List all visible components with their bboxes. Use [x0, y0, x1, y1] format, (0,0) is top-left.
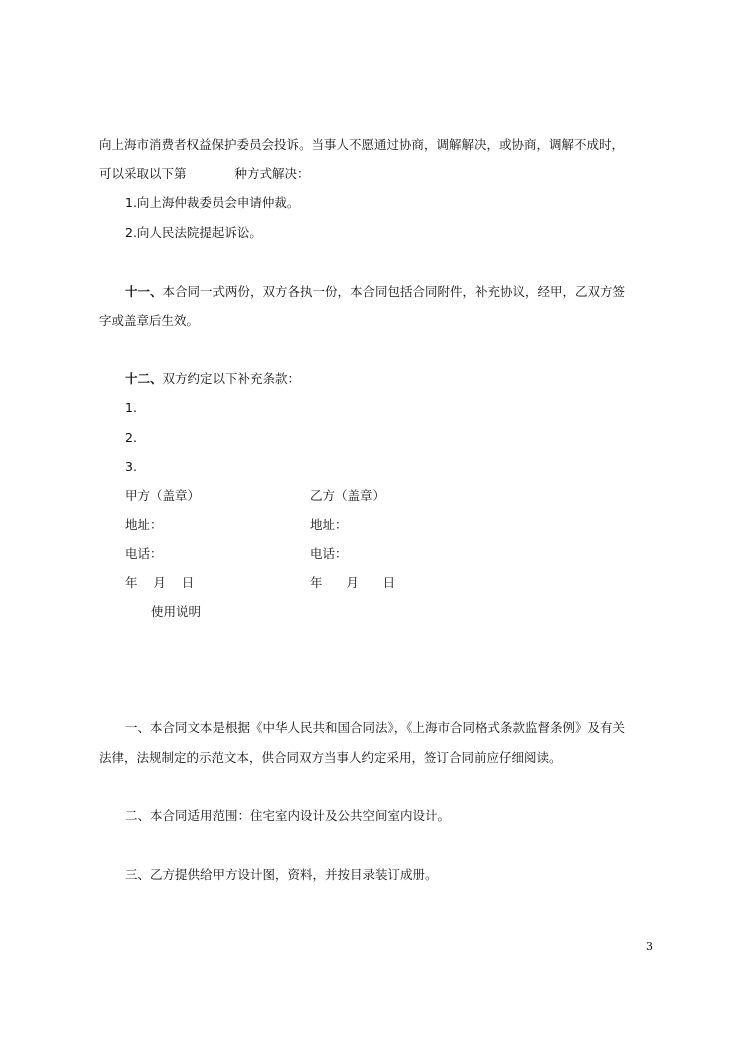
page-number: 3 [646, 940, 653, 953]
usage-item-1-line-1: 一、本合同文本是根据《中华人民共和国合同法》，《上海市合同格式条款监督条例》及有关 [125, 720, 626, 735]
supp-item-3: 3. [125, 459, 137, 474]
clause-11-line-1 [125, 284, 625, 300]
complaint-line-2 [99, 166, 310, 182]
supp-item-1: 1. [125, 400, 137, 415]
party-b-date: 年 月 日 [310, 575, 396, 590]
option-litigation: 2.向人民法院提起诉讼。 [125, 225, 262, 240]
usage-item-2: 二、本合同适用范围：住宅室内设计及公共空间室内设计。 [125, 808, 451, 823]
clause-12-text: 双方约定以下补充条款： [162, 371, 301, 386]
party-a-phone: 电话： [125, 546, 163, 561]
party-a-title: 甲方（盖章） [125, 488, 201, 503]
clause-11-text: 本合同一式两份，双方各执一份，本合同包括合同附件，补充协议，经甲，乙双方签 [162, 284, 626, 299]
party-b-phone: 电话： [310, 546, 348, 561]
complaint-line-1: 向上海市消费者权益保护委员会投诉。当事人不愿通过协商，调解解决，或协商，调解不成时， [99, 137, 625, 152]
supp-item-2: 2. [125, 430, 137, 445]
method-prefix: 可以采取以下第 [99, 166, 187, 181]
clause-11-line-2: 字或盖章后生效。 [99, 313, 200, 328]
option-arbitration: 1.向上海仲裁委员会申请仲裁。 [125, 195, 300, 210]
clause-12-line [125, 371, 300, 387]
usage-item-3: 三、乙方提供给甲方设计图，资料，并按目录装订成册。 [125, 867, 438, 882]
usage-item-1-line-2: 法律，法规制定的示范文本，供合同双方当事人约定采用，签订合同前应仔细阅读。 [99, 750, 562, 765]
usage-title: 使用说明 [151, 604, 202, 619]
party-a-address: 地址： [125, 517, 163, 532]
party-b-address: 地址： [310, 517, 348, 532]
party-b-title: 乙方（盖章） [310, 488, 386, 503]
clause-12-number: 十二、 [125, 371, 163, 386]
party-a-date: 年 月 日 [125, 575, 195, 590]
method-suffix: 种方式解决： [234, 166, 310, 181]
clause-11-number: 十一、 [125, 284, 163, 299]
